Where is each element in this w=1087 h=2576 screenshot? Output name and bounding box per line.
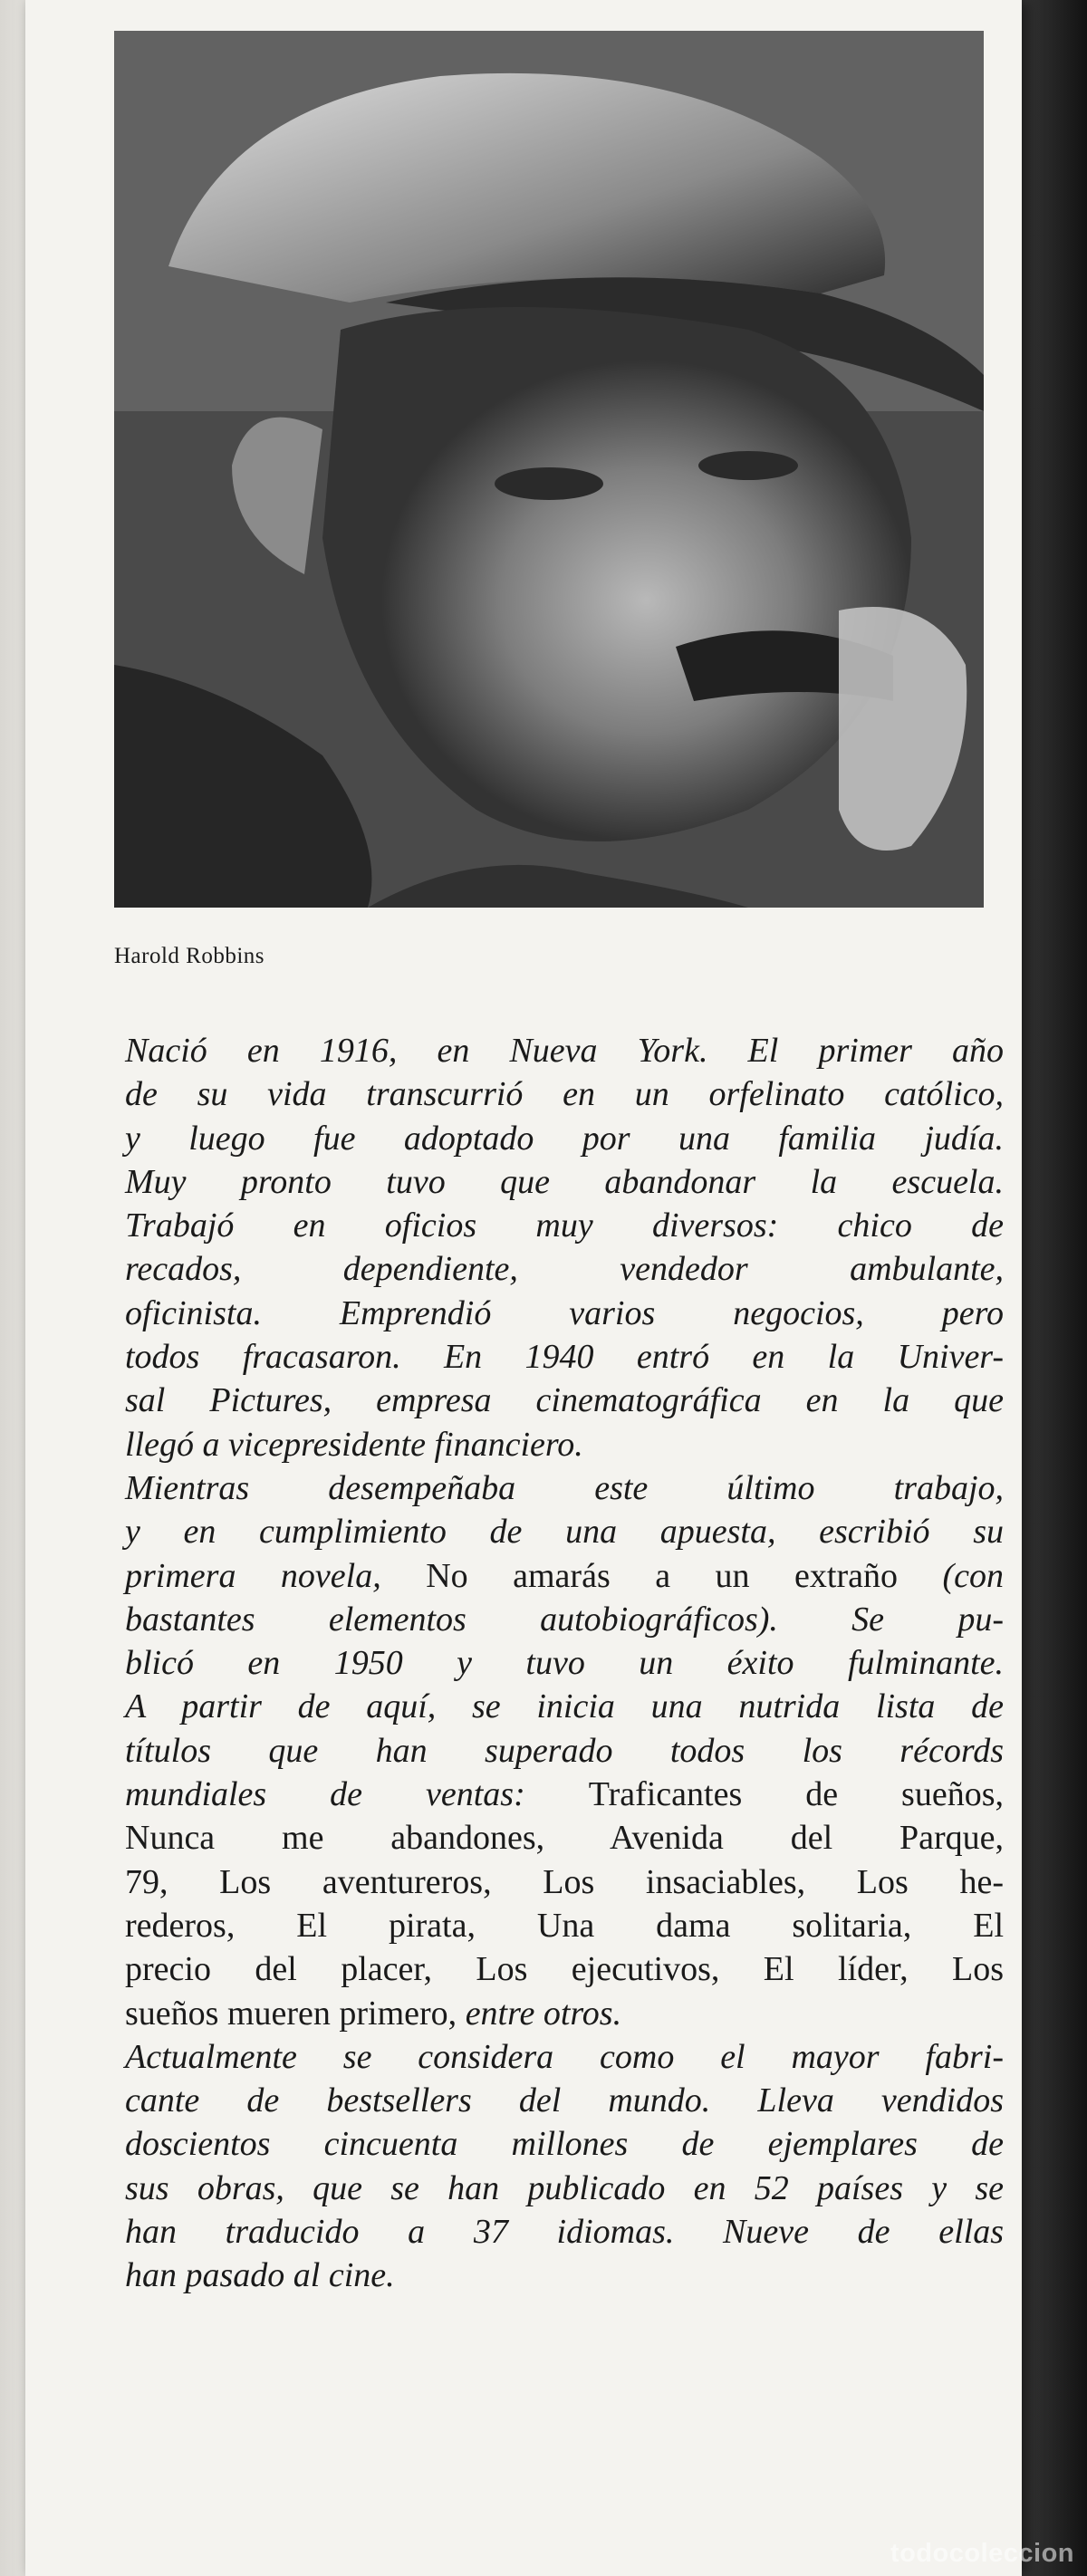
bio-text-segment: todos fracasaron. En 1940 entró en la Univer- xyxy=(125,1338,1004,1377)
bio-text-segment: han traducido a 37 idiomas. Nueve de ellas xyxy=(125,2213,1004,2252)
author-portrait-image xyxy=(114,31,984,908)
bio-line xyxy=(125,2035,1004,2079)
background-right xyxy=(1015,0,1087,2576)
bio-line xyxy=(125,2079,1004,2122)
bio-line xyxy=(125,1816,1004,1860)
bio-text-segment: sal Pictures, empresa cinematográfica en la que xyxy=(125,1381,1004,1420)
bio-text-segment: Nació en 1916, en Nueva York. El primer año xyxy=(125,1032,1004,1070)
bio-text-segment: Muy pronto tuvo que abandonar la escuela. xyxy=(125,1162,1004,1201)
bio-line xyxy=(125,2167,1004,2210)
bio-line xyxy=(125,1641,1004,1685)
bio-text-segment: entre otros. xyxy=(465,1994,622,2033)
bio-text-segment: No amarás a un extraño xyxy=(426,1556,898,1595)
bio-text-segment: blicó en 1950 y tuvo un éxito fulminante. xyxy=(125,1644,1004,1683)
bio-text-segment: de su vida transcurrió en un orfelinato católico, xyxy=(125,1075,1004,1114)
bio-text-segment: oficinista. Emprendió varios negocios, pero xyxy=(125,1293,1004,1332)
bio-text-segment: doscientos cincuenta millones de ejemplares de xyxy=(125,2125,1004,2164)
bio-line xyxy=(125,1117,1004,1160)
bio-text-segment: y luego fue adoptado por una familia judía. xyxy=(125,1119,1004,1158)
book-page xyxy=(25,0,1022,2576)
bio-text-segment: llegó a vicepresidente financiero. xyxy=(125,1425,583,1464)
bio-text-segment: (con xyxy=(897,1556,1004,1595)
bio-line xyxy=(125,1773,1004,1816)
bio-text-segment: recados, dependiente, vendedor ambulante, xyxy=(125,1250,1004,1289)
bio-line xyxy=(125,1860,1004,1904)
bio-line xyxy=(125,1423,1004,1466)
bio-text-segment: Nunca me abandones, Avenida del Parque, xyxy=(125,1819,1004,1858)
author-biography xyxy=(125,1029,1004,2298)
bio-line xyxy=(125,2210,1004,2254)
bio-line xyxy=(125,1204,1004,1247)
bio-line xyxy=(125,1247,1004,1291)
bio-text-segment: han pasado al cine. xyxy=(125,2256,395,2295)
bio-text-segment: primera novela, xyxy=(125,1556,427,1595)
bio-line xyxy=(125,1554,1004,1598)
bio-line xyxy=(125,1292,1004,1335)
bio-line xyxy=(125,1466,1004,1510)
bio-text-segment: Trabajó en oficios muy diversos: chico de xyxy=(125,1206,1004,1245)
bio-text-segment: y en cumplimiento de una apuesta, escribió su xyxy=(125,1513,1004,1552)
bio-text-segment: cante de bestsellers del mundo. Lleva vendidos xyxy=(125,2081,1004,2120)
bio-text-segment: rederos, El pirata, Una dama solitaria, El xyxy=(125,1906,1004,1945)
bio-text-segment: Actualmente se considera como el mayor fabri- xyxy=(125,2037,1004,2076)
bio-text-segment: sueños mueren primero, xyxy=(125,1994,466,2033)
author-photo xyxy=(114,31,984,908)
bio-line xyxy=(125,1904,1004,1947)
bio-text-segment: bastantes elementos autobiográficos). Se pu- xyxy=(125,1600,1004,1639)
bio-text-segment: 79, Los aventureros, Los insaciables, Los he- xyxy=(125,1862,1004,1901)
watermark: todocoleccion xyxy=(890,2539,1074,2568)
bio-line xyxy=(125,1598,1004,1641)
bio-text-segment: sus obras, que se han publicado en 52 países y se xyxy=(125,2168,1004,2207)
bio-line xyxy=(125,1685,1004,1728)
bio-text-segment: precio del placer, Los ejecutivos, El líder, Los xyxy=(125,1950,1004,1989)
photo-caption: Harold Robbins xyxy=(114,944,265,968)
bio-line xyxy=(125,1029,1004,1072)
bio-text-segment: Traficantes de sueños, xyxy=(588,1775,1004,1814)
bio-line xyxy=(125,1072,1004,1116)
bio-text-segment: A partir de aquí, se inicia una nutrida lista de xyxy=(125,1687,1004,1726)
bio-line xyxy=(125,2254,1004,2297)
bio-line xyxy=(125,1379,1004,1422)
bio-line xyxy=(125,1335,1004,1379)
bio-line xyxy=(125,1729,1004,1773)
bio-line xyxy=(125,1510,1004,1553)
bio-text-segment: títulos que han superado todos los récords xyxy=(125,1731,1004,1770)
bio-line xyxy=(125,1160,1004,1204)
bio-text-segment: mundiales de ventas: xyxy=(125,1775,589,1814)
bio-line xyxy=(125,1947,1004,1991)
bio-text-segment: Mientras desempeñaba este último trabajo, xyxy=(125,1468,1004,1507)
bio-line xyxy=(125,2122,1004,2166)
bio-line xyxy=(125,1992,1004,2035)
